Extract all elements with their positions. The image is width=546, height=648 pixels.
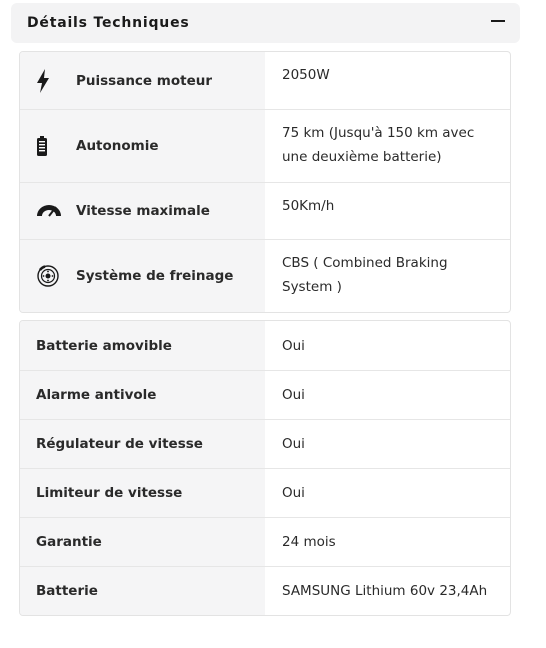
- spec-label-cell: Régulateur de vitesse: [20, 420, 265, 468]
- spec-label: Système de freinage: [76, 268, 234, 284]
- spec-label-cell: Batterie: [20, 567, 265, 615]
- spec-label-cell: Limiteur de vitesse: [20, 469, 265, 517]
- spec-row-puissance-moteur: [20, 52, 510, 109]
- spec-row-vitesse-maximale: [20, 182, 510, 239]
- spec-row-alarme-antivole: [20, 370, 510, 419]
- spec-label-cell: [20, 52, 265, 109]
- spec-value: Oui: [282, 485, 305, 501]
- spec-row-limiteur-vitesse: [20, 468, 510, 517]
- spec-label-cell: Batterie amovible: [20, 321, 265, 370]
- spec-row-systeme-freinage: [20, 239, 510, 312]
- spec-row-garantie: [20, 517, 510, 566]
- spec-value: Oui: [282, 337, 305, 354]
- spec-value: Oui: [282, 387, 305, 403]
- spec-value: 50Km/h: [282, 198, 335, 214]
- specs-table-main: [19, 51, 511, 313]
- lightning-bolt-icon: [36, 69, 70, 93]
- spec-value: 24 mois: [282, 534, 336, 550]
- spec-label-cell: [20, 240, 265, 312]
- brake-disc-icon: [36, 264, 70, 288]
- spec-label: Puissance moteur: [76, 72, 213, 89]
- spec-row-regulateur-vitesse: [20, 419, 510, 468]
- specs-table-extra: [19, 320, 511, 616]
- spec-row-autonomie: [20, 109, 510, 182]
- spec-label-cell: Garantie: [20, 518, 265, 566]
- collapse-minus-icon[interactable]: [491, 20, 505, 22]
- spec-value: CBS ( Combined Braking System ): [282, 255, 448, 295]
- accordion-title: Détails Techniques: [27, 15, 190, 31]
- spec-row-batterie-amovible: [20, 321, 510, 370]
- spec-row-batterie: [20, 566, 510, 615]
- spec-label-cell: [20, 110, 265, 182]
- spec-label-cell: Alarme antivole: [20, 371, 265, 419]
- battery-icon: [36, 136, 70, 156]
- accordion-header-details-techniques[interactable]: [11, 3, 520, 43]
- speedometer-icon: [36, 204, 70, 218]
- spec-value: SAMSUNG Lithium 60v 23,4Ah: [282, 583, 488, 599]
- spec-value: 2050W: [282, 67, 330, 83]
- spec-value: 75 km (Jusqu'à 150 km avec une deuxième batterie): [282, 125, 475, 165]
- spec-label-cell: [20, 183, 265, 239]
- spec-value: Oui: [282, 436, 305, 452]
- spec-label: Vitesse maximale: [76, 203, 210, 219]
- spec-label: Autonomie: [76, 138, 159, 154]
